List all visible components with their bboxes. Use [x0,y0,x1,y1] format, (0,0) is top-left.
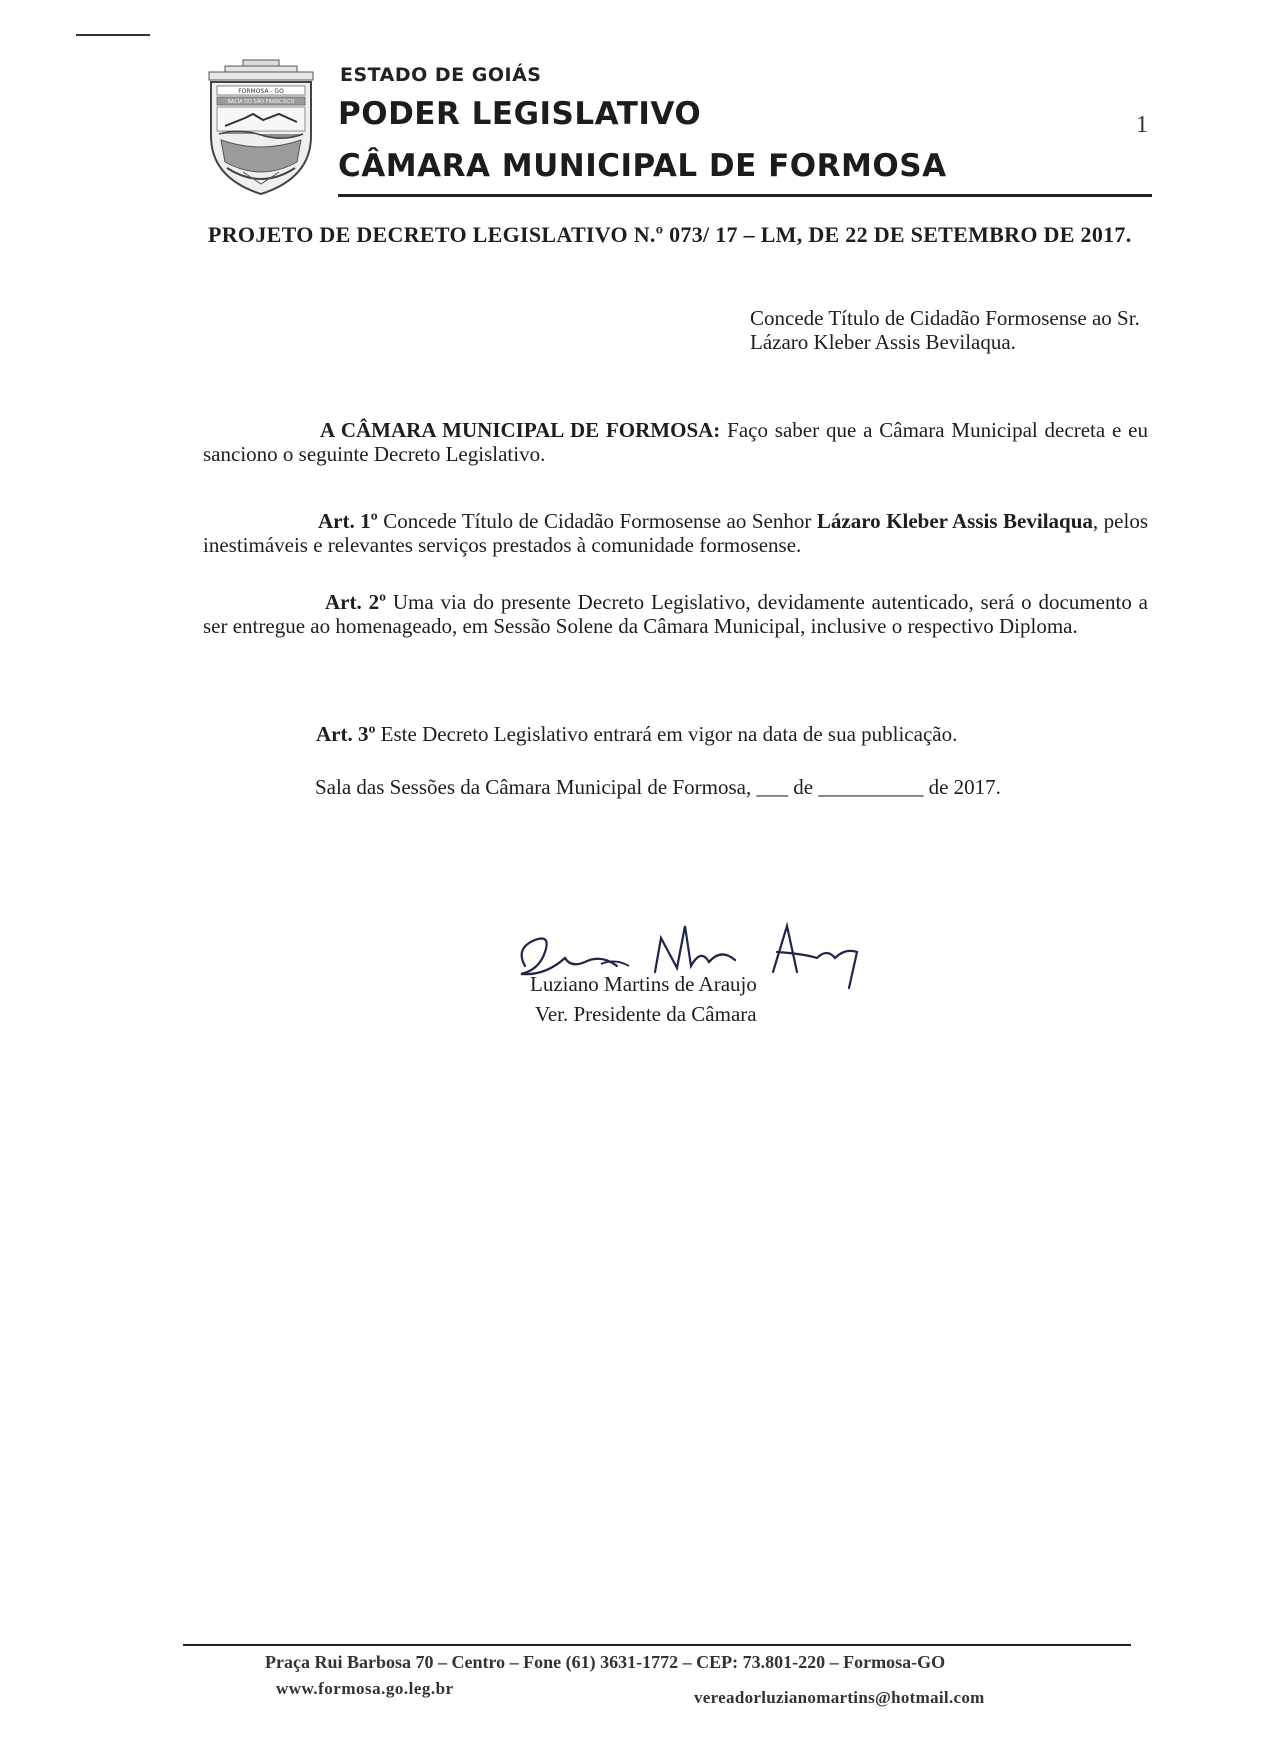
corner-mark [76,34,150,36]
municipal-crest-icon [205,58,317,198]
intro-text: Faço saber que a Câmara Municipal decreta e eu sanciono o seguinte Decreto Legislativo. [203,418,1148,466]
footer-address: Praça Rui Barbosa 70 – Centro – Fone (61) 3631-1772 – CEP: 73.801-220 – Formosa-GO [265,1652,946,1672]
header-state: ESTADO DE GOIÁS [340,64,542,86]
crest-top-text: FORMOSA - GO [238,88,284,95]
article-3-label: Art. 3º [316,722,376,746]
footer-divider [183,1644,1131,1646]
footer-email: vereadorluzianomartins@hotmail.com [694,1688,985,1707]
document-title: PROJETO DE DECRETO LEGISLATIVO N.º 073/ 17 – LM, DE 22 DE SETEMBRO DE 2017. [208,222,1132,247]
signatory-role: Ver. Presidente da Câmara [535,1002,757,1026]
article-2 [203,590,1148,638]
intro-paragraph [203,418,1148,466]
article-1-text-b: , pelos inestimáveis e relevantes serviços prestados à comunidade formosense. [203,509,1148,557]
closing-line: Sala das Sessões da Câmara Municipal de Formosa, ___ de __________ de 2017. [315,775,1001,799]
intro-bold-lead: A CÂMARA MUNICIPAL DE FORMOSA: [320,418,721,442]
header-council: CÂMARA MUNICIPAL DE FORMOSA [338,148,947,184]
footer-website: www.formosa.go.leg.br [276,1679,454,1698]
honoree-name: Lázaro Kleber Assis Bevilaqua [816,509,1093,533]
article-3 [203,722,1148,746]
crest-band-text: BACIA DO SÃO FRANCISCO [227,99,295,105]
article-2-text: Uma via do presente Decreto Legislativo, devidamente autenticado, será o documento a ser entregue ao homenageado, em Sessão Solene da Câmara Municipal, inclusive o respectivo Diploma. [203,590,1148,638]
article-1-label: Art. 1º [318,509,378,533]
page-number: 1 [1136,112,1148,138]
article-2-label: Art. 2º [325,590,387,614]
article-1-text-a: Concede Título de Cidadão Formosense ao Senhor [377,509,817,533]
document-ementa: Concede Título de Cidadão Formosense ao Sr. Lázaro Kleber Assis Bevilaqua. [750,306,1140,354]
header-divider [338,194,1152,197]
signatory-name: Luziano Martins de Araujo [530,972,757,996]
article-3-text: Este Decreto Legislativo entrará em vigor na data de sua publicação. [375,722,958,746]
article-1 [203,509,1148,557]
header-power: PODER LEGISLATIVO [338,96,702,132]
